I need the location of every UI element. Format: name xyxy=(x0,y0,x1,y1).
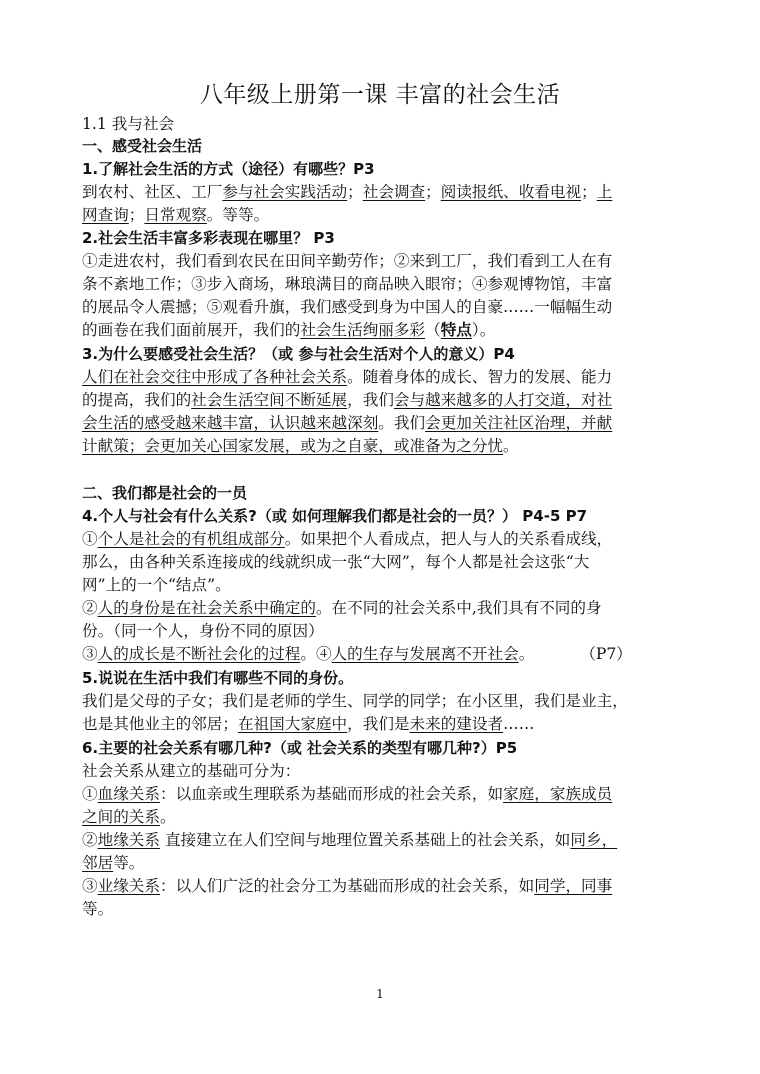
answer-6-line-1: ①血缘关系：以血亲或生理联系为基础而形成的社会关系，如家庭，家族成员 xyxy=(82,785,613,803)
answer-1-line-1: 到农村、社区、工厂参与社会实践活动；社会调查；阅读报纸、收看电视；上 xyxy=(82,183,613,201)
answer-4-line-1: ①个人是社会的有机组成部分。如果把个人看成点，把人与人的关系看成线， xyxy=(82,530,613,548)
heading-section-1: 一、感受社会生活 xyxy=(82,137,203,155)
section-1-1: 1.1 我与社会 xyxy=(82,115,175,133)
answer-3-line-3: 会生活的感受越来越丰富，认识越来越深刻。我们会更加关注社区治理，并献 xyxy=(82,414,613,432)
answer-3-line-1: 人们在社会交往中形成了各种社会关系。随着身体的成长、智力的发展、能力 xyxy=(82,368,613,386)
answer-6-line-4: 邻居等。 xyxy=(82,854,145,872)
question-5: 5.说说在生活中我们有哪些不同的身份。 xyxy=(82,669,354,687)
answer-4-line-6: ③人的成长是不断社会化的过程。④人的生存与发展离不开社会。 （P7） xyxy=(82,645,632,663)
answer-6-intro: 社会关系从建立的基础可分为： xyxy=(82,762,301,780)
answer-2-line-1: ①走进农村，我们看到农民在田间辛勤劳作；②来到工厂，我们看到工人在有 xyxy=(82,252,613,270)
answer-1-line-2: 网查询；日常观察。等等。 xyxy=(82,206,270,224)
answer-6-line-2: 之间的关系。 xyxy=(82,808,176,826)
answer-5-line-1: 我们是父母的子女；我们是老师的学生、同学的同学；在小区里，我们是业主， xyxy=(82,692,628,710)
page-number: 1 xyxy=(376,987,384,1001)
page-title: 八年级上册第一课 丰富的社会生活 xyxy=(199,82,561,108)
answer-6-line-6: 等。 xyxy=(82,900,114,918)
answer-4-line-5: 份。（同一个人，身份不同的原因） xyxy=(82,622,324,640)
question-4: 4.个人与社会有什么关系?（或 如何理解我们都是社会的一员？） P4-5 P7 xyxy=(82,507,588,525)
question-1: 1.了解社会生活的方式（途径）有哪些？P3 xyxy=(82,160,375,178)
question-2: 2.社会生活丰富多彩表现在哪里？ P3 xyxy=(82,229,335,247)
answer-4-line-2: 那么，由各种关系连接成的线就织成一张“大网”，每个人都是社会这张“大 xyxy=(82,553,590,571)
answer-4-line-3: 网”上的一个“结点”。 xyxy=(82,576,231,594)
answer-5-line-2: 也是其他业主的邻居；在祖国大家庭中，我们是未来的建设者…… xyxy=(82,715,535,733)
answer-6-line-5: ③业缘关系：以人们广泛的社会分工为基础而形成的社会关系，如同学，同事 xyxy=(82,877,613,895)
answer-2-line-3: 的展品令人震撼；⑤观看升旗，我们感受到身为中国人的自豪……一幅幅生动 xyxy=(82,298,613,316)
answer-4-line-4: ②人的身份是在社会关系中确定的。在不同的社会关系中,我们具有不同的身 xyxy=(82,599,602,617)
answer-2-line-4: 的画卷在我们面前展开，我们的社会生活绚丽多彩（特点）。 xyxy=(82,320,496,339)
heading-section-2: 二、我们都是社会的一员 xyxy=(82,484,248,502)
question-3: 3.为什么要感受社会生活？（或 参与社会生活对个人的意义）P4 xyxy=(82,345,515,363)
answer-6-line-3: ②地缘关系 直接建立在人们空间与地理位置关系基础上的社会关系，如同乡， xyxy=(82,831,618,849)
answer-3-line-2: 的提高，我们的社会生活空间不断延展，我们会与越来越多的人打交道，对社 xyxy=(82,391,613,409)
answer-2-line-2: 条不紊地工作；③步入商场，琳琅满目的商品映入眼帘；④参观博物馆，丰富 xyxy=(82,275,613,293)
question-6: 6.主要的社会关系有哪几种?（或 社会关系的类型有哪几种?）P5 xyxy=(82,739,518,757)
answer-3-line-4: 计献策；会更加关心国家发展，或为之自豪，或准备为之分忧。 xyxy=(82,437,519,455)
